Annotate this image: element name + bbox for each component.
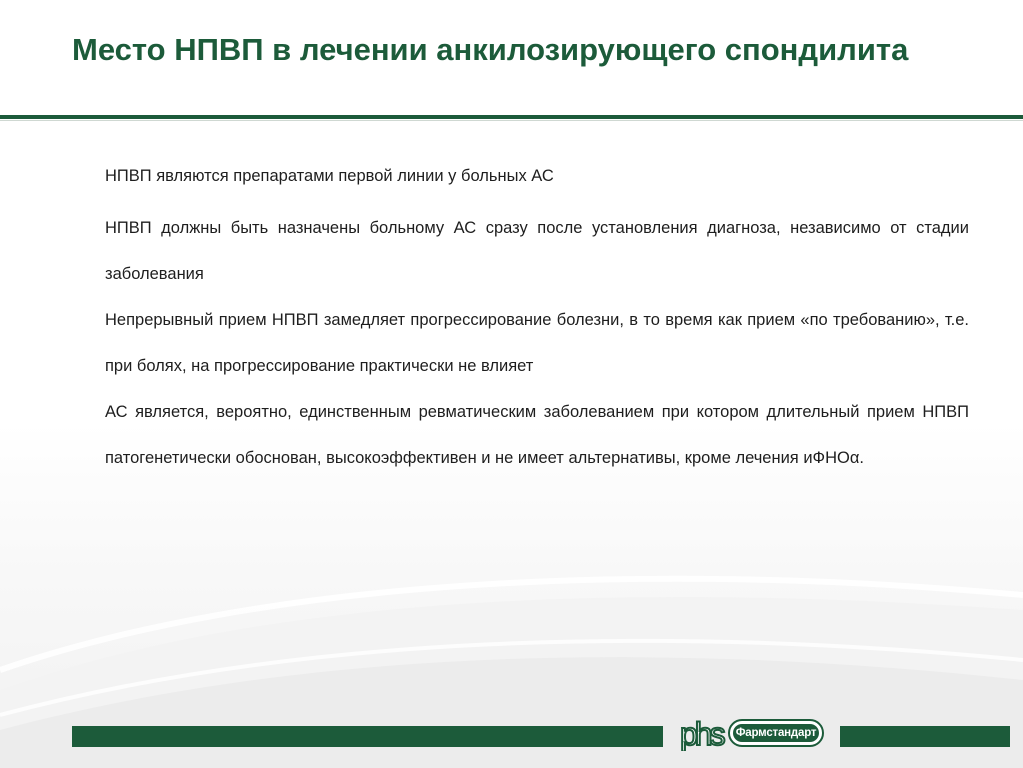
title-divider xyxy=(0,115,1023,119)
title-divider-shadow xyxy=(0,120,1023,121)
footer-bar-left xyxy=(72,726,663,747)
bullet-point: АС является, вероятно, единственным ревматическим заболеванием при котором длительный прием НПВП патогенетически обоснован, высокоэффективен и не имеет альтернативы, кроме лечения иФНОα. xyxy=(105,403,969,467)
bullet-point: НПВП являются препаратами первой линии у больных АС xyxy=(105,167,554,185)
bullet-point: НПВП должны быть назначены больному АС сразу после установления диагноза, независимо от стадии заболевания xyxy=(105,219,969,283)
phs-logo-icon xyxy=(680,717,732,751)
footer-bar-right xyxy=(840,726,1010,747)
slide-body xyxy=(105,159,969,481)
logo-letters: phs xyxy=(680,717,723,751)
logo-text: Фармстандарт xyxy=(733,724,819,742)
bullet-point: Непрерывный прием НПВП замедляет прогрессирование болезни, в то время как прием «по требованию», т.е. при болях, на прогрессирование практически не влияет xyxy=(105,311,969,375)
slide-title: Место НПВП в лечении анкилозирующего спондилита xyxy=(72,32,909,67)
company-logo xyxy=(680,714,828,754)
logo-pill xyxy=(728,719,824,747)
